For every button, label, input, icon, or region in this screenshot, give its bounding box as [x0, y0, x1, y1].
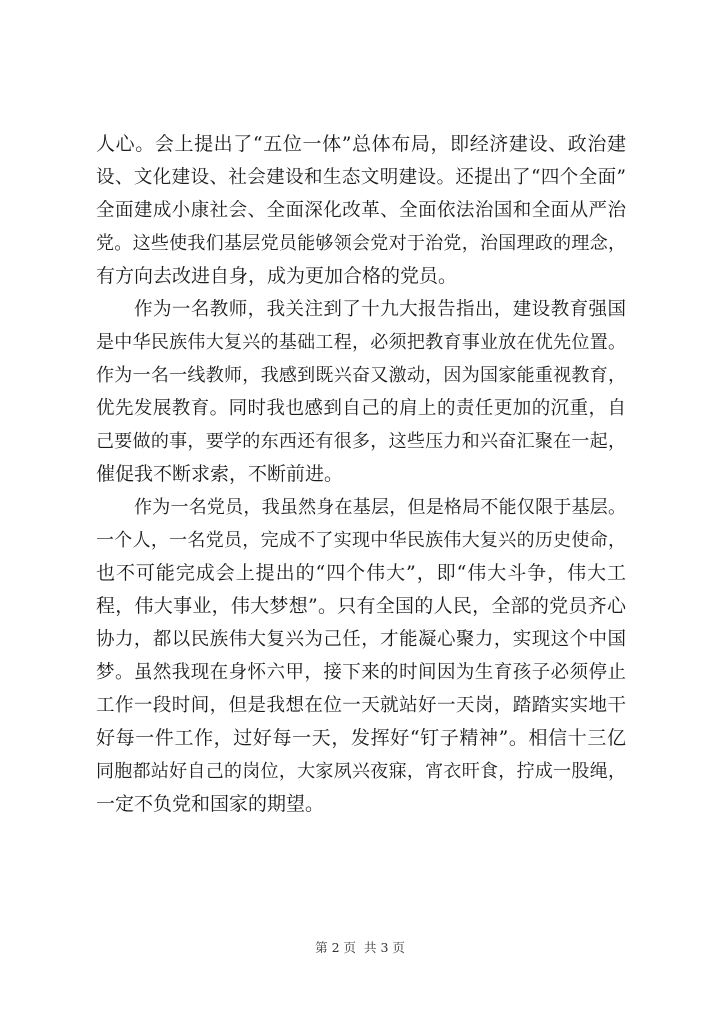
document-body	[96, 128, 626, 821]
text-line: 催促我不断求索，不断前进。	[96, 463, 344, 485]
text-line: 全面建成小康社会、全面深化改革、全面依法治国和全面从严治	[96, 200, 626, 221]
text-line: 一定不负党和国家的期望。	[96, 793, 325, 815]
paragraph-2	[96, 293, 626, 491]
paragraph-1	[96, 128, 626, 293]
text-line: 有方向去改进自身，成为更加合格的党员。	[96, 265, 458, 287]
page-footer	[0, 938, 720, 956]
text-line: 作为一名一线教师，我感到既兴奋又激动，因为国家能重视教育，	[96, 365, 626, 386]
text-line: 己要做的事，要学的东西还有很多，这些压力和兴奋汇聚在一起，	[96, 431, 626, 452]
text-line: 作为一名教师，我关注到了十九大报告指出，建设教育强国	[134, 299, 626, 320]
text-line: 设、文化建设、社会建设和生态文明建设。还提出了“四个全面”	[96, 167, 626, 188]
page-number: 第 2 页	[315, 940, 356, 955]
paragraph-3	[96, 491, 626, 821]
text-line: 协力，都以民族伟大复兴为己任，才能凝心聚力，实现这个中国	[96, 629, 626, 650]
text-line: 梦。虽然我现在身怀六甲，接下来的时间因为生育孩子必须停止	[96, 662, 626, 683]
text-line: 也不可能完成会上提出的“四个伟大”，即“伟大斗争，伟大工	[96, 562, 626, 584]
text-line: 党。这些使我们基层党员能够领会党对于治党，治国理政的理念，	[96, 233, 626, 254]
text-line: 同胞都站好自己的岗位，大家夙兴夜寐，宵衣旰食，拧成一股绳，	[96, 761, 626, 782]
text-line: 一个人，一名党员，完成不了实现中华民族伟大复兴的历史使命，	[96, 530, 626, 551]
text-line: 程，伟大事业，伟大梦想”。只有全国的人民，全部的党员齐心	[96, 595, 626, 617]
text-line: 人心。会上提出了“五位一体”总体布局，即经济建设、政治建	[96, 133, 626, 155]
text-line: 优先发展教育。同时我也感到自己的肩上的责任更加的沉重，自	[96, 398, 626, 419]
text-line: 好每一件工作，过好每一天，发挥好“钉子精神”。相信十三亿	[96, 727, 626, 749]
text-line: 工作一段时间，但是我想在位一天就站好一天岗，踏踏实实地干	[96, 695, 626, 716]
page-total: 共 3 页	[363, 940, 405, 955]
text-line: 作为一名党员，我虽然身在基层，但是格局不能仅限于基层。	[134, 497, 626, 518]
text-line: 是中华民族伟大复兴的基础工程，必须把教育事业放在优先位置。	[96, 332, 626, 353]
